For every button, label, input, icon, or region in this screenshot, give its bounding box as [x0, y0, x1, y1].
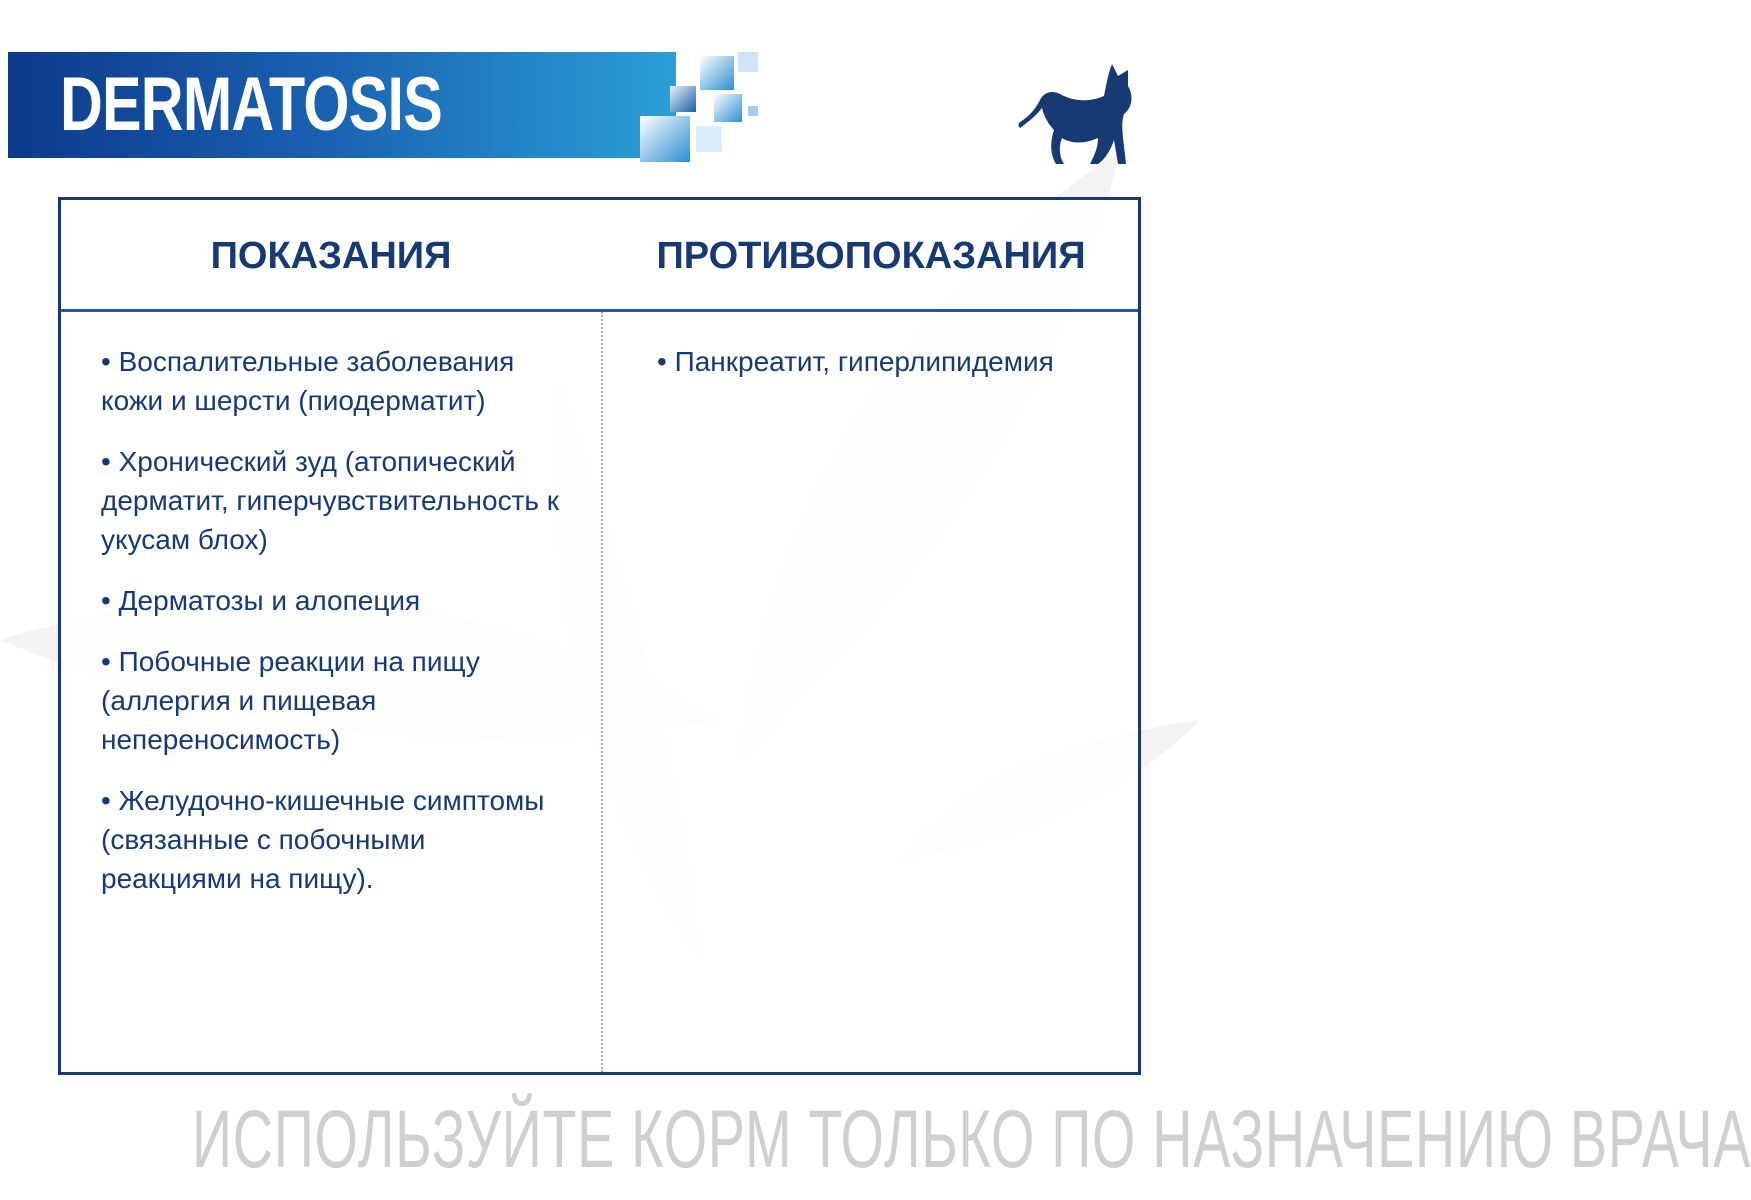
list-item: • Дерматозы и алопеция — [101, 585, 421, 616]
cat-silhouette-icon — [1014, 56, 1144, 172]
list-item: • Панкреатит, гиперлипидемия — [657, 346, 1054, 377]
list-item: • Воспалительные заболевания кожи и шерсти (пиодерматит) — [101, 346, 515, 416]
footer-notice: ИСПОЛЬЗУЙТЕ КОРМ ТОЛЬКО ПО НАЗНАЧЕНИЮ ВРАЧА — [192, 1094, 1751, 1185]
table-header-row — [61, 200, 1138, 312]
contraindications-header: ПРОТИВОПОКАЗАНИЯ — [656, 235, 1086, 277]
list-item: • Желудочно-кишечные симптомы (связанные с побочными реакциями на пищу). — [101, 785, 545, 894]
list-item: • Хронический зуд (атопический дерматит, гиперчувствительность к укусам блох) — [101, 446, 560, 555]
indications-list — [101, 342, 571, 920]
indications-header: ПОКАЗАНИЯ — [210, 235, 452, 277]
contraindications-list — [657, 342, 1117, 403]
list-item: • Побочные реакции на пищу (аллергия и пищевая непереносимость) — [101, 646, 480, 755]
column-divider — [601, 312, 603, 1072]
indications-table — [58, 197, 1141, 1075]
product-title: DERMATOSIS — [60, 62, 442, 147]
pixel-squares-decoration — [630, 46, 760, 166]
